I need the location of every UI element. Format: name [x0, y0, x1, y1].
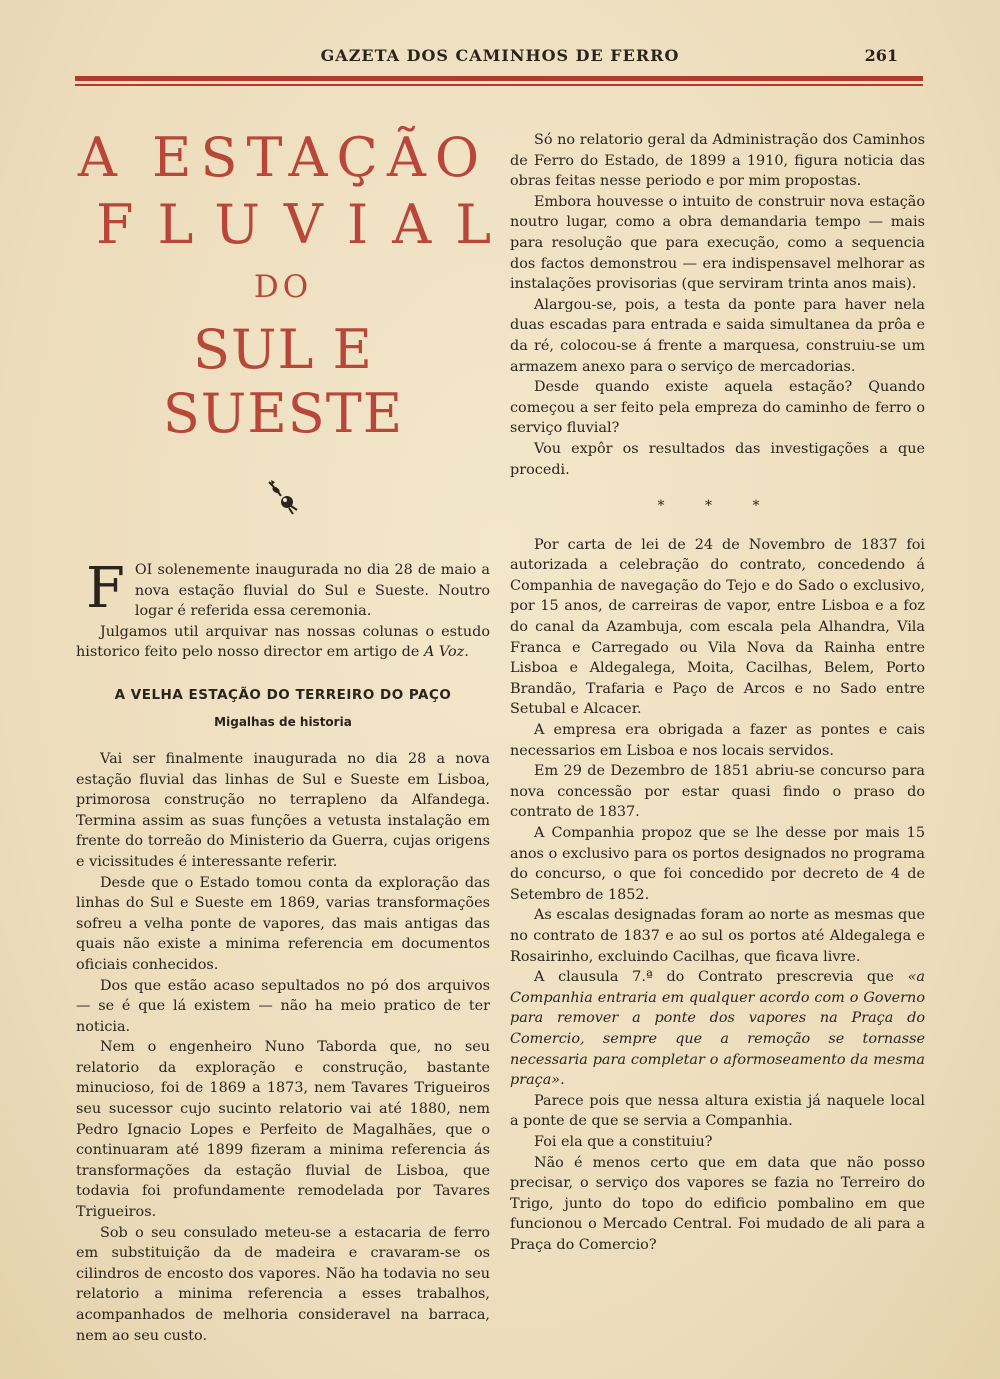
intro-publication: A Voz [423, 644, 465, 661]
intro [76, 556, 490, 663]
right-paragraph: Parece pois que nessa altura existia já naquele local a ponte de que se servia a Companhia. [510, 1092, 925, 1130]
section-heading: A VELHA ESTAÇÃO DO TERREIRO DO PAÇO [114, 686, 452, 703]
intro-paragraph-2 [76, 622, 490, 663]
article-title [76, 126, 516, 446]
title-line-4: SUL E SUESTE [162, 318, 404, 445]
section-separator: * * * [657, 498, 778, 515]
right-paragraph: A Companhia propoz que se lhe desse por mais 15 anos o exclusivo para os portos designados no programa do concurso, o que foi concedido por decreto de 4 de Setembro de 1852. [510, 825, 925, 903]
right-column [510, 130, 925, 1255]
page-number: 261 [864, 46, 898, 65]
right-paragraph: A empresa era obrigada a fazer as pontes e cais necessarios em Lisboa e nos locais servidos. [510, 722, 925, 759]
clause-quote: «a Companhia entraria em qualquer acordo com o Governo para remover a ponte dos vapores na Praça do Comercio, sempre que a remoção se tornasse necessaria para completar o aformoseamento da mesma praça» [510, 969, 925, 1089]
right-paragraph: Vou expôr os resultados das investigações a que procedi. [510, 440, 925, 478]
intro-period: . [464, 644, 469, 661]
right-paragraph: Alargou-se, pois, a testa da ponte para haver nela duas escadas para entrada e saida simultanea da prôa e da ré, colocou-se á frente a marquesa, construiu-se um armazem anexo para o serviço de mercadorias. [510, 296, 925, 375]
right-paragraph: Em 29 de Dezembro de 1851 abriu-se concurso para nova concessão por estar quasi findo o praso do contrato de 1837. [510, 763, 925, 821]
drop-cap: F [86, 556, 125, 621]
intro-text: Julgamos util arquivar nas nossas colunas o estudo historico feito pelo nosso director em artigo de [76, 623, 490, 661]
clause-paragraph [510, 967, 925, 1091]
clause-lead: A clausula 7.ª do Contrato prescrevia que [534, 969, 908, 986]
right-paragraph: Desde quando existe aquela estação? Quando começou a ser feito pela empreza do caminho de ferro o serviço fluvial? [510, 379, 925, 437]
title-line-3: DO [253, 269, 313, 305]
title-line-1: A ESTAÇÃO [77, 126, 489, 189]
left-paragraph: Desde que o Estado tomou conta da exploração das linhas do Sul e Sueste em 1869, varias transformações sofreu a velha ponte de vapores, das mais antigas das quais não existe a minima referencia em documentos oficiais conhecidos. [76, 874, 490, 973]
right-paragraph: Foi ela que a constituiu? [534, 1133, 713, 1150]
left-paragraph: Sob o seu consulado meteu-se a estacaria de ferro em substituição da de madeira e cravaram-se os cilindros de encosto dos vapores. Não ha todavia no seu relatorio a minima referencia a esses trabalhos, acompanhados de melhoria consideravel na barraca, nem ao seu custo. [76, 1224, 490, 1344]
left-paragraph: Nem o engenheiro Nuno Taborda que, no seu relatorio da exploração e construção, bastante minucioso, foi de 1869 a 1873, nem Tavares Trigueiros seu sucessor cujo sucinto relatorio vai até 1880, nem Pedro Ignacio Lopes e Perfeito de Magalhães, que o continuaram até 1899 fizeram a minima referencia ás transformações da estação fluvial de Lisboa, que todavia foi profundamente remodelada por Tavares Trigueiros. [76, 1039, 490, 1221]
flower-ornament-icon [76, 476, 490, 516]
right-paragraph: Só no relatorio geral da Administração dos Caminhos de Ferro do Estado, de 1899 a 1910, figura noticia das obras feitas nesse periodo e por mim propostas. [510, 132, 925, 190]
right-paragraph: Embora houvesse o intuito de construir nova estação noutro lugar, como a obra demandaria tempo — mais para resolução que para execução, como a sequencia dos factos demonstrou — era indispensavel melhorar as instalações provisorias (que serviram trinta anos mais). [510, 193, 925, 293]
clause-tail: . [560, 1072, 565, 1089]
title-line-2: FLUVIAL [96, 193, 516, 256]
intro-paragraph-1: OI solenemente inaugurada no dia 28 de maio a nova estação fluvial do Sul e Sueste. Noutro logar é referida essa ceremonia. [134, 562, 490, 620]
right-paragraph: As escalas designadas foram ao norte as mesmas que no contrato de 1837 e ao sul os portos até Aldegalega e Rosairinho, excluindo Cacilhas, que ficava livre. [510, 907, 925, 965]
left-column [76, 126, 516, 1346]
left-paragraph: Dos que estão acaso sepultados no pó dos arquivos — se é que lá existem — não ha meio pratico de ter noticia. [76, 977, 490, 1035]
left-paragraph: Vai ser finalmente inaugurada no dia 28 a nova estação fluvial das linhas de Sul e Sueste em Lisboa, primorosa construção no terrapleno da Alfandega. Termina assim as suas funções a vetusta instalação em frente do torreão do Ministerio da Guerra, cujas origens e vicissitudes é interessante referir. [76, 750, 490, 870]
right-paragraph: Por carta de lei de 24 de Novembro de 1837 foi autorizada a celebração do contrato, concedendo á Companhia de navegação do Tejo e do Sado o exclusivo, por 15 anos, de carreiras de vapor, entre Lisboa e a foz do canal da Azambuja, com escala pela Alhandra, Vila Franca e Carregado ou Vila Nova da Rainha entre Lisboa e Aldegalega, Moita, Cacilhas, Belem, Porto Brandão, Trafaria e Paço de Arcos e no Sado entre Setubal e Alcacer. [510, 536, 925, 718]
section-subheading: Migalhas de historia [214, 714, 352, 729]
right-paragraph: Não é menos certo que em data que não posso precisar, o serviço dos vapores se fazia no Terreiro do Trigo, junto do topo do edificio pombalino em que funcionou o Mercado Central. Foi mudado de ali para a Praça do Comercio? [510, 1154, 925, 1253]
journal-title: GAZETA DOS CAMINHOS DE FERRO [320, 46, 680, 65]
header-rule [75, 76, 923, 86]
